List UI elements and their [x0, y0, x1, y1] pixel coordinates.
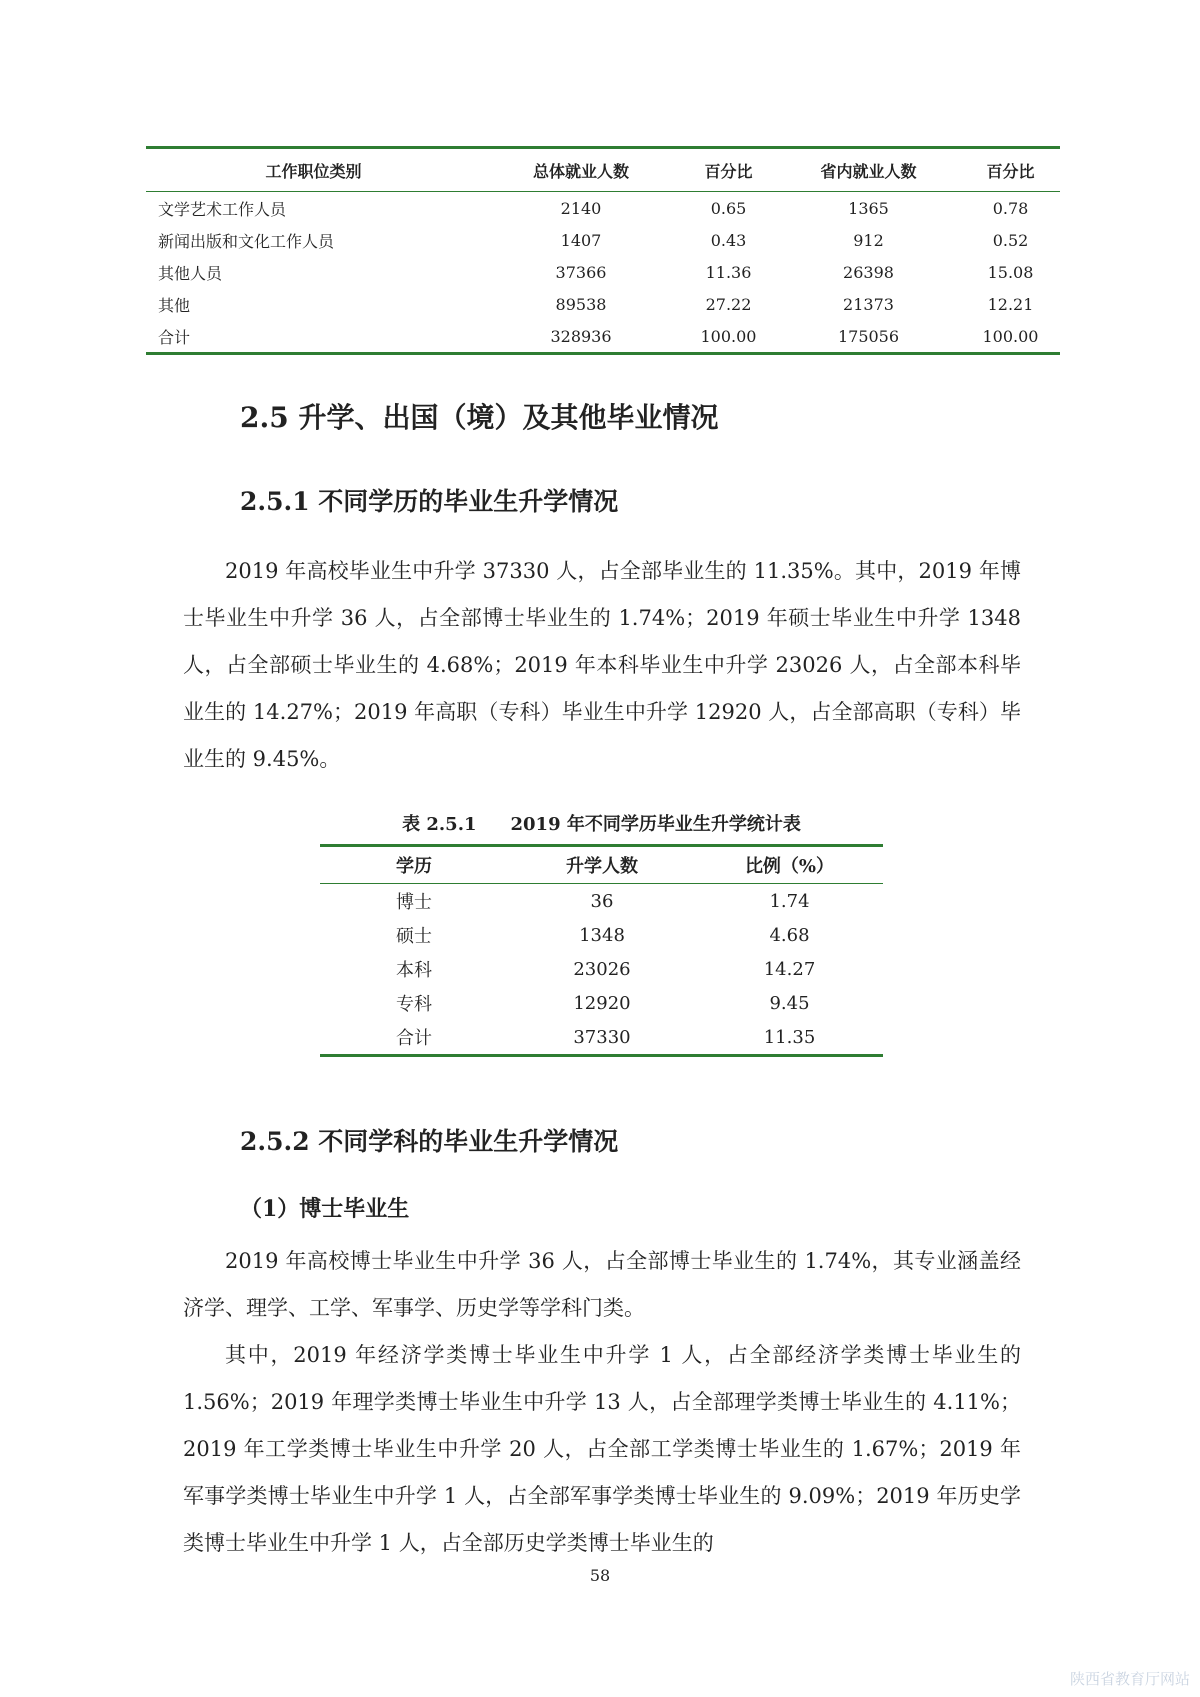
degree-further-study-table — [320, 844, 883, 1057]
table-cell: 4.68 — [769, 924, 810, 946]
table-cell: 175056 — [837, 326, 900, 346]
table-cell: 合计 — [158, 327, 191, 347]
table-cell: 0.65 — [710, 198, 747, 218]
table-cell: 1.74 — [769, 890, 810, 912]
table-cell: 其他 — [158, 295, 191, 315]
column-header: 学历 — [396, 856, 432, 877]
column-header: 百分比 — [704, 161, 753, 181]
table-cell: 文学艺术工作人员 — [158, 199, 287, 219]
table-cell: 15.08 — [987, 262, 1034, 282]
table-cell: 89538 — [555, 294, 607, 314]
section-title: 2.5 升学、出国（境）及其他毕业情况 — [240, 401, 719, 434]
table-cell: 27.22 — [705, 294, 752, 314]
table-cell: 9.45 — [769, 992, 810, 1014]
table-row — [146, 320, 1060, 354]
table-row — [320, 1020, 883, 1056]
table-cell: 硕士 — [396, 926, 432, 947]
sub-heading: （1）博士毕业生 — [240, 1196, 410, 1222]
paragraph: 2019 年高校博士毕业生中升学 36 人，占全部博士毕业生的 1.74%，其专业涵盖经济学、理学、工学、军事学、历史学等学科门类。 — [183, 1249, 1021, 1320]
table-row — [320, 986, 883, 1020]
table-cell: 1407 — [560, 230, 602, 250]
subsection-title: 2.5.1 不同学历的毕业生升学情况 — [240, 487, 619, 516]
column-header: 省内就业人数 — [820, 161, 917, 181]
subsection-title: 2.5.2 不同学科的毕业生升学情况 — [240, 1127, 619, 1156]
table-cell: 0.78 — [992, 198, 1029, 218]
table-cell: 37366 — [555, 262, 607, 282]
table-cell: 0.52 — [992, 230, 1029, 250]
table-cell: 博士 — [396, 892, 432, 913]
table-cell: 328936 — [550, 326, 612, 346]
table-row — [146, 192, 1060, 225]
table-caption-title: 2019 年不同学历毕业生升学统计表 — [510, 814, 801, 835]
table-cell: 14.27 — [763, 958, 816, 980]
table-cell: 合计 — [396, 1028, 432, 1049]
table-row — [146, 256, 1060, 288]
table-cell: 37330 — [573, 1026, 631, 1048]
table-caption — [320, 810, 883, 836]
table-header-row — [146, 148, 1060, 192]
page-number: 58 — [589, 1566, 611, 1585]
table-cell: 12920 — [573, 992, 631, 1014]
table-cell: 1348 — [579, 924, 625, 946]
table-cell: 912 — [853, 230, 884, 250]
table-cell: 专科 — [396, 994, 432, 1015]
column-header: 总体就业人数 — [532, 161, 629, 181]
paragraph: 其中，2019 年经济学类博士毕业生中升学 1 人，占全部经济学类博士毕业生的 1.56%；2019 年理学类博士毕业生中升学 13 人，占全部理学类博士毕业生的 4.11%；2019 年工学类博士毕业生中升学 20 人，占全部工学类博士毕业生的 1.67%；2019 年军事学类博士毕业生中升学 1 人，占全部军事学类博士毕业生的 9.09%；2019 年历史学类博士毕业生中升学 1 人，占全部历史学类博士毕业生的 — [183, 1343, 1021, 1555]
table-cell: 本科 — [396, 960, 432, 981]
column-header: 升学人数 — [566, 856, 638, 877]
column-header: 百分比 — [986, 161, 1035, 181]
table-cell: 其他人员 — [158, 263, 223, 283]
table-cell: 23026 — [573, 958, 631, 980]
table-cell: 36 — [590, 890, 614, 912]
table-cell: 26398 — [843, 262, 894, 282]
table-cell: 新闻出版和文化工作人员 — [158, 231, 335, 251]
occupation-employment-table — [146, 146, 1060, 355]
table-row — [320, 884, 883, 919]
watermark: 陕西省教育厅网站 — [1069, 1670, 1190, 1688]
table-row — [320, 952, 883, 986]
table-row — [320, 918, 883, 952]
paragraph: 2019 年高校毕业生中升学 37330 人，占全部毕业生的 11.35%。其中，2019 年博士毕业生中升学 36 人，占全部博士毕业生的 1.74%；2019 年硕士毕业生中升学 1348 人，占全部硕士毕业生的 4.68%；2019 年本科毕业生中升学 23026 人，占全部本科毕业生的 14.27%；2019 年高职（专科）毕业生中升学 12920 人，占全部高职（专科）毕业生的 9.45%。 — [183, 559, 1021, 771]
column-header: 工作职位类别 — [265, 161, 362, 181]
table-header-row — [320, 846, 883, 884]
table-cell: 1365 — [848, 198, 889, 218]
column-header: 比例（%） — [744, 856, 835, 877]
table-cell: 11.35 — [763, 1026, 816, 1048]
table-cell: 2140 — [560, 198, 602, 218]
table-caption-number: 表 2.5.1 — [402, 814, 477, 835]
table-row — [146, 288, 1060, 320]
table-cell: 100.00 — [982, 326, 1039, 346]
table-cell: 100.00 — [700, 326, 757, 346]
table-cell: 11.36 — [705, 262, 752, 282]
table-cell: 12.21 — [987, 294, 1034, 314]
table-row — [146, 224, 1060, 256]
table-cell: 0.43 — [710, 230, 747, 250]
table-cell: 21373 — [843, 294, 894, 314]
